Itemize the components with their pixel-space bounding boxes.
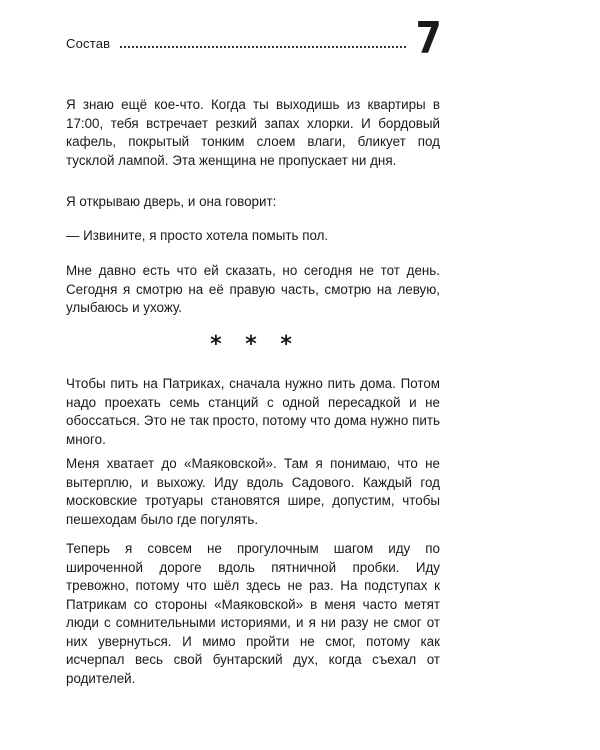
page-number: 7	[415, 13, 442, 64]
dot-leader	[120, 46, 406, 48]
paragraph-4: Мне давно есть что ей сказать, но сегодня не тот день. Сегодня я смотрю на её правую часть, смотрю на левую, улыбаюсь и ухожу.	[66, 263, 440, 315]
section-separator: * * *	[210, 332, 300, 357]
paragraph-3: — Извините, я просто хотела помыть пол.	[66, 228, 329, 243]
paragraph-2: Я открываю дверь, и она говорит:	[66, 194, 277, 209]
running-header	[66, 14, 442, 64]
paragraph-5: Чтобы пить на Патриках, сначала нужно пить дома. Потом надо проехать семь станций с одной пересадкой и не обоссаться. Это не так просто, потому что дома нужно пить много.	[66, 376, 440, 447]
paragraph-6: Меня хватает до «Маяковской». Там я понимаю, что не вытерплю, и выхожу. Иду вдоль Садового. Каждый год московские тротуары становятся шире, допустим, чтобы пешеходам было где погулять.	[66, 456, 440, 527]
section-title: Состав	[66, 36, 111, 51]
paragraph-1: Я знаю ещё кое-что. Когда ты выходишь из квартиры в 17:00, тебя встречает резкий запах хлорки. И бордовый кафель, покрытый тонким слоем влаги, бликует под тусклой лампой. Эта женщина не пропускает ни дня.	[66, 97, 440, 168]
paragraph-7: Теперь я совсем не прогулочным шагом иду по широченной дороге вдоль пятничной пробки. Иду тревожно, потому что шёл здесь не раз. На подступах к Патрикам со стороны «Маяковской» в меня часто метят люди с сомнительными историями, и я ни разу не смог от них увернуться. И мимо пройти не смог, потому как исчерпал весь свой бунтарский дух, когда съехал от родителей.	[66, 541, 440, 686]
